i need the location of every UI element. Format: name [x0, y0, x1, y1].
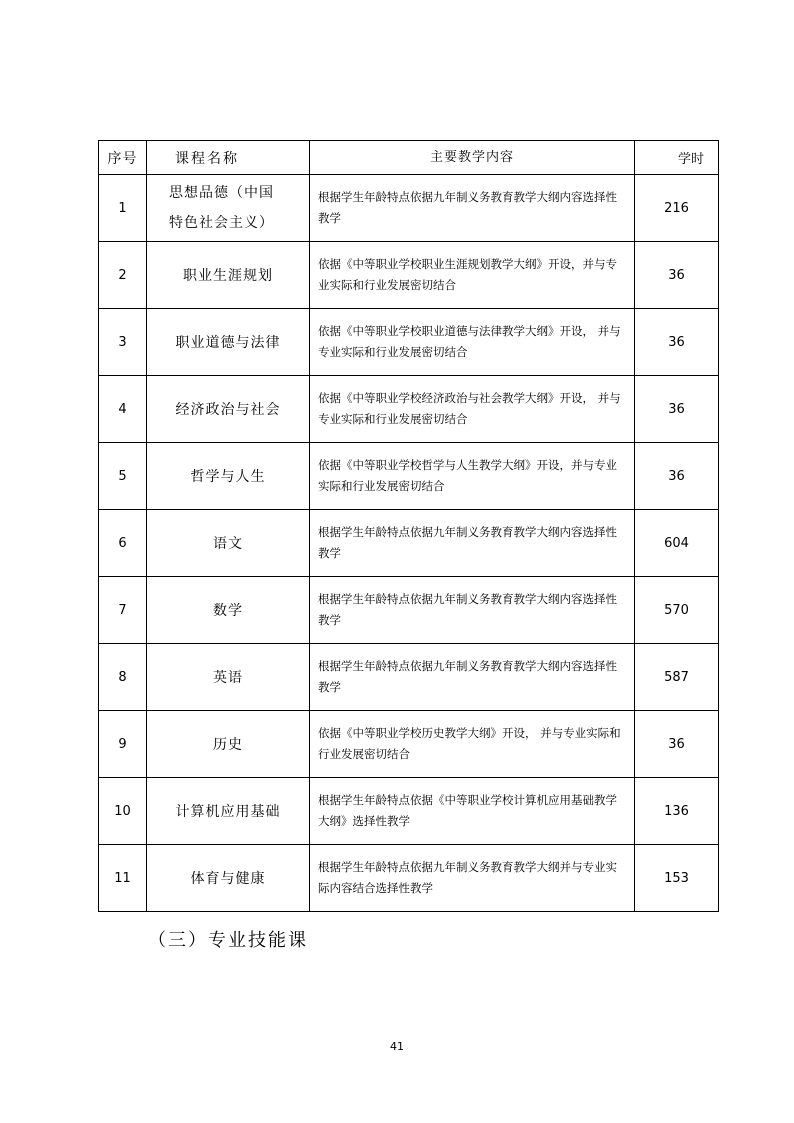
page-number: 41: [390, 1040, 404, 1053]
table-row: [99, 309, 719, 376]
row-content: 根据学生年龄特点依据《中等职业学校计算机应用基础教学大纲》选择性教学: [310, 778, 635, 845]
row-hours: 604: [635, 510, 719, 577]
row-name: 职业道德与法律: [147, 309, 310, 376]
table-row: [99, 577, 719, 644]
row-content: 根据学生年龄特点依据九年制义务教育教学大纲内容选择性教学: [310, 577, 635, 644]
row-name: 体育与健康: [147, 845, 310, 912]
row-name: 计算机应用基础: [147, 778, 310, 845]
header-hours: 学时: [635, 141, 719, 175]
header-content: 主要教学内容: [310, 141, 635, 175]
table-row: [99, 845, 719, 912]
row-content: 依据《中等职业学校经济政治与社会教学大纲》开设， 并与专业实际和行业发展密切结合: [310, 376, 635, 443]
row-content: 根据学生年龄特点依据九年制义务教育教学大纲内容选择性教学: [310, 510, 635, 577]
table-row: [99, 711, 719, 778]
row-name: 职业生涯规划: [147, 242, 310, 309]
table-row: [99, 242, 719, 309]
row-name: [147, 175, 310, 242]
row-content: 依据《中等职业学校哲学与人生教学大纲》开设，并与专业实际和行业发展密切结合: [310, 443, 635, 510]
row-hours: 216: [635, 175, 719, 242]
table-row: [99, 510, 719, 577]
header-no: 序号: [99, 141, 147, 175]
row-name: 经济政治与社会: [147, 376, 310, 443]
row-hours: 36: [635, 309, 719, 376]
row-hours: 36: [635, 443, 719, 510]
row-no: 5: [99, 443, 147, 510]
table-row: [99, 443, 719, 510]
row-name: 数学: [147, 577, 310, 644]
row-no: 1: [99, 175, 147, 242]
row-content: 依据《中等职业学校职业生涯规划教学大纲》开设，并与专业实际和行业发展密切结合: [310, 242, 635, 309]
table-row: [99, 376, 719, 443]
row-content: 依据《中等职业学校职业道德与法律教学大纲》开设， 并与专业实际和行业发展密切结合: [310, 309, 635, 376]
row-no: 10: [99, 778, 147, 845]
row-no: 9: [99, 711, 147, 778]
row-hours: 587: [635, 644, 719, 711]
row-name-text: 思想品德（中国特色社会主义）: [169, 185, 274, 231]
row-no: 3: [99, 309, 147, 376]
section-heading: （三）专业技能课: [148, 930, 308, 951]
row-content: 根据学生年龄特点依据九年制义务教育教学大纲内容选择性教学: [310, 644, 635, 711]
row-name: 哲学与人生: [147, 443, 310, 510]
table-row: [99, 175, 719, 242]
table-row: [99, 778, 719, 845]
row-hours: 36: [635, 711, 719, 778]
row-no: 7: [99, 577, 147, 644]
row-name: 语文: [147, 510, 310, 577]
row-hours: 153: [635, 845, 719, 912]
header-name: 课程名称: [147, 141, 310, 175]
course-table: [98, 140, 719, 912]
row-hours: 36: [635, 242, 719, 309]
row-hours: 136: [635, 778, 719, 845]
row-no: 2: [99, 242, 147, 309]
row-no: 6: [99, 510, 147, 577]
row-content: 根据学生年龄特点依据九年制义务教育教学大纲并与专业实际内容结合选择性教学: [310, 845, 635, 912]
table-row: [99, 644, 719, 711]
row-no: 8: [99, 644, 147, 711]
row-no: 11: [99, 845, 147, 912]
row-hours: 570: [635, 577, 719, 644]
row-hours: 36: [635, 376, 719, 443]
row-no: 4: [99, 376, 147, 443]
row-name: 历史: [147, 711, 310, 778]
row-name: 英语: [147, 644, 310, 711]
table-header-row: [99, 141, 719, 175]
row-content: 根据学生年龄特点依据九年制义务教育教学大纲内容选择性教学: [310, 175, 635, 242]
row-content: 依据《中等职业学校历史教学大纲》开设， 并与专业实际和行业发展密切结合: [310, 711, 635, 778]
